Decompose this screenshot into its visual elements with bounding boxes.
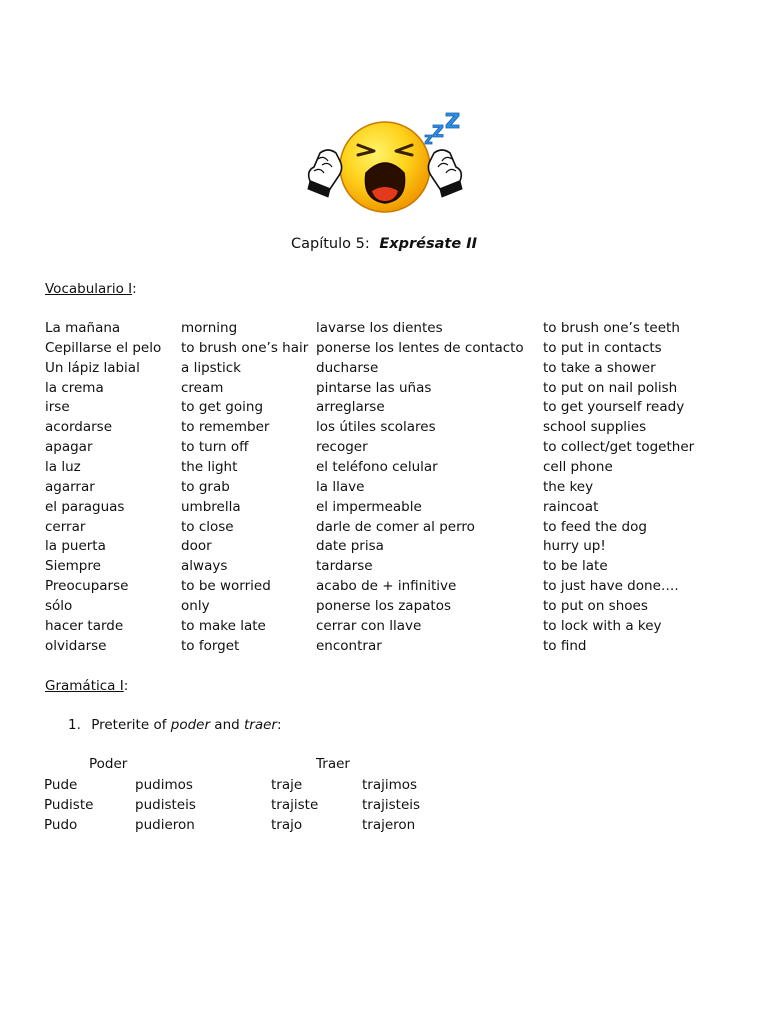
- vocab-english-meaning: to get yourself ready: [543, 399, 685, 416]
- vocab-english-meaning: to brush one’s hair: [181, 339, 309, 356]
- vocab-english-meaning: only: [181, 597, 210, 614]
- vocab-row: [0, 558, 768, 578]
- vocab-spanish-term: tardarse: [316, 558, 373, 575]
- vocab-english-meaning: to put on nail polish: [543, 379, 678, 396]
- vocab-english-meaning: to just have done….: [543, 578, 679, 595]
- vocab-english-meaning: the light: [181, 458, 238, 475]
- vocab-heading-text: Vocabulario I: [45, 281, 133, 297]
- yawning-emoji-illustration: [300, 105, 470, 220]
- vocab-row: [0, 578, 768, 598]
- title-emphasis: Exprésate II: [379, 236, 477, 252]
- vocab-english-meaning: to be worried: [181, 578, 271, 595]
- vocab-spanish-term: sólo: [45, 597, 73, 614]
- vocab-english-meaning: to lock with a key: [543, 617, 662, 634]
- vocab-english-meaning: cell phone: [543, 458, 613, 475]
- vocab-spanish-term: Siempre: [45, 558, 101, 575]
- vocab-english-meaning: a lipstick: [181, 359, 241, 376]
- vocab-row: [0, 459, 768, 479]
- vocab-english-meaning: morning: [181, 320, 238, 336]
- vocab-english-meaning: the key: [543, 478, 594, 495]
- vocab-spanish-term: ponerse los lentes de contacto: [316, 339, 524, 356]
- vocab-row: [0, 598, 768, 618]
- vocab-spanish-term: la puerta: [45, 538, 106, 555]
- traer-label: Traer: [316, 756, 350, 772]
- left-fist-icon: [308, 150, 342, 197]
- vocab-spanish-term: los útiles scolares: [316, 419, 436, 436]
- item-number: 1.: [68, 717, 81, 733]
- vocab-spanish-term: cerrar: [45, 518, 86, 535]
- traer-plural: trajeron: [362, 817, 416, 833]
- vocab-english-meaning: hurry up!: [543, 538, 606, 555]
- poder-plural: pudisteis: [135, 797, 196, 813]
- vocab-spanish-term: la luz: [45, 458, 81, 475]
- vocab-row: [0, 538, 768, 558]
- poder-plural: pudimos: [135, 777, 193, 793]
- traer-plural: trajimos: [362, 777, 418, 793]
- vocab-english-meaning: door: [181, 538, 212, 555]
- poder-plural: pudieron: [135, 817, 195, 833]
- vocab-spanish-term: arreglarse: [316, 399, 385, 416]
- vocab-spanish-term: date prisa: [316, 538, 384, 555]
- vocab-english-meaning: to make late: [181, 617, 266, 634]
- vocab-english-meaning: to be late: [543, 558, 608, 575]
- vocab-spanish-term: recoger: [316, 439, 368, 456]
- right-fist-icon: [428, 150, 462, 197]
- traer-singular: trajo: [271, 817, 303, 833]
- vocab-spanish-term: hacer tarde: [45, 617, 124, 634]
- vocab-row: [0, 380, 768, 400]
- zzz-icon: [425, 113, 459, 144]
- vocab-spanish-term: ducharse: [316, 359, 379, 376]
- grammar-heading-text: Gramática I: [45, 678, 124, 694]
- vocab-spanish-term: acabo de + infinitive: [316, 578, 457, 595]
- vocab-english-meaning: to find: [543, 637, 587, 654]
- title-prefix: Capítulo 5:: [290, 236, 370, 252]
- vocab-spanish-term: la llave: [316, 478, 365, 495]
- vocab-spanish-term: olvidarse: [45, 637, 107, 654]
- traer-plural: trajisteis: [362, 797, 421, 813]
- vocab-spanish-term: La mañana: [45, 320, 121, 336]
- poder-singular: Pudo: [44, 817, 78, 833]
- vocab-english-meaning: to take a shower: [543, 359, 656, 376]
- vocab-english-meaning: to forget: [181, 637, 240, 654]
- vocab-spanish-term: el paraguas: [45, 498, 125, 515]
- poder-label: Poder: [89, 756, 128, 772]
- traer-singular: traje: [271, 777, 303, 793]
- vocab-spanish-term: agarrar: [45, 478, 95, 495]
- item-em-poder: poder: [170, 717, 211, 733]
- grammar-heading: [45, 678, 128, 694]
- item-text-1: Preterite of: [91, 717, 171, 733]
- vocab-row: [0, 618, 768, 638]
- vocab-spanish-term: Un lápiz labial: [45, 359, 140, 376]
- vocab-heading: [45, 281, 137, 297]
- page-title: [0, 236, 768, 252]
- vocab-heading-colon: :: [132, 281, 137, 297]
- vocab-spanish-term: el impermeable: [316, 498, 422, 515]
- vocab-english-meaning: to turn off: [181, 439, 249, 456]
- vocab-english-meaning: cream: [181, 379, 224, 396]
- vocab-row: [0, 360, 768, 380]
- vocab-english-meaning: to put in contacts: [543, 339, 662, 356]
- vocab-spanish-term: acordarse: [45, 419, 112, 436]
- vocab-spanish-term: cerrar con llave: [316, 617, 422, 634]
- traer-singular: trajiste: [271, 797, 319, 813]
- vocab-english-meaning: to brush one’s teeth: [543, 320, 680, 336]
- vocab-row: [0, 320, 768, 340]
- vocab-english-meaning: to remember: [181, 419, 270, 436]
- vocab-spanish-term: Preocuparse: [45, 578, 129, 595]
- vocab-spanish-term: apagar: [45, 439, 93, 456]
- vocab-row: [0, 340, 768, 360]
- vocab-spanish-term: ponerse los zapatos: [316, 597, 451, 614]
- vocab-english-meaning: to close: [181, 518, 234, 535]
- item-text-2: and: [210, 717, 244, 733]
- poder-singular: Pude: [44, 777, 78, 793]
- vocab-spanish-term: Cepillarse el pelo: [45, 339, 162, 356]
- vocab-row: [0, 399, 768, 419]
- vocab-spanish-term: encontrar: [316, 637, 382, 654]
- vocab-english-meaning: always: [181, 558, 228, 575]
- vocab-english-meaning: to feed the dog: [543, 518, 647, 535]
- vocab-spanish-term: la crema: [45, 379, 104, 396]
- vocab-row: [0, 499, 768, 519]
- vocab-english-meaning: raincoat: [543, 498, 599, 515]
- vocab-english-meaning: to get going: [181, 399, 264, 416]
- vocab-spanish-term: darle de comer al perro: [316, 518, 475, 535]
- vocab-spanish-term: lavarse los dientes: [316, 320, 443, 336]
- vocab-spanish-term: pintarse las uñas: [316, 379, 432, 396]
- item-em-traer: traer: [244, 717, 277, 733]
- vocab-english-meaning: to put on shoes: [543, 597, 648, 614]
- vocab-english-meaning: umbrella: [181, 498, 241, 515]
- vocab-english-meaning: to grab: [181, 478, 230, 495]
- vocab-english-meaning: to collect/get together: [543, 439, 695, 456]
- vocab-row: [0, 519, 768, 539]
- grammar-heading-colon: :: [123, 678, 129, 694]
- grammar-item-1: [68, 717, 282, 733]
- vocab-row: [0, 419, 768, 439]
- poder-singular: Pudiste: [44, 797, 94, 813]
- vocab-spanish-term: irse: [45, 399, 70, 416]
- vocab-spanish-term: el teléfono celular: [316, 458, 438, 475]
- vocab-row: [0, 439, 768, 459]
- vocab-row: [0, 479, 768, 499]
- vocab-english-meaning: school supplies: [543, 419, 647, 436]
- item-text-3: :: [276, 717, 282, 733]
- vocab-row: [0, 638, 768, 658]
